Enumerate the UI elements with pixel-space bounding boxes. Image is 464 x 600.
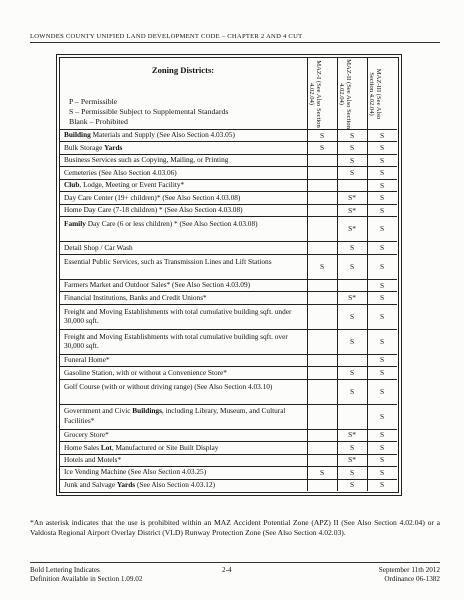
footnote: *An asterisk indicates that the use is prohibited within an MAZ Accident Potential Zone (APZ) II (See Also Section 4.02.04) or a Valdosta Regional Airport Overlay District (VLD) Runway Protection Zone (See Also Section 4.02.03). [30,518,440,538]
permission-mark: S* [348,193,356,203]
permission-mark: S [379,386,385,396]
permission-mark: S [379,480,385,490]
land-use-label: Bulk Storage Yards [64,142,123,152]
permission-mark: S [349,155,355,165]
land-use-label: Essential Public Services, such as Transmission Lines and Lift Stations [64,256,272,266]
permission-mark: S [379,355,385,365]
land-use-label: Financial Institutions, Banks and Credit Unions* [64,292,207,302]
permission-mark: S [349,243,355,253]
permission-mark: S [379,143,385,153]
permission-mark: S [379,261,385,271]
table-row [59,179,397,191]
permission-mark: S* [348,205,356,215]
table-row [59,141,397,153]
land-use-label: Day Care Center (19+ children)* (See Also Section 4.03.08) [64,192,241,202]
permission-mark: S [349,311,355,321]
table-row [59,291,397,303]
permission-mark: S [379,243,385,253]
table-row [59,254,397,279]
permission-mark: S [379,467,385,477]
table-row [59,154,397,166]
table-row [59,304,397,329]
permission-mark: S [379,367,385,377]
defined-term: Club [64,180,80,190]
permission-mark: S [319,261,325,271]
table-row [59,216,397,241]
column-header-maz-iii-text: MAZ-III (See Also Section 4.02.04) [367,68,382,120]
land-use-label: Home Day Care (7-18 children) * (See Also Section 4.03.08) [64,205,243,215]
permission-mark: S [349,386,355,396]
land-use-label: Business Services such as Copying, Mailing, or Printing [64,155,229,165]
defined-term: Yards [104,142,123,152]
permission-mark: S [379,130,385,140]
permission-mark: S* [348,455,356,465]
column-header-maz-i [307,57,337,129]
permission-mark: S [349,367,355,377]
permission-mark: S [349,467,355,477]
table-row [59,241,397,253]
permission-mark: S [319,130,325,140]
legend-prohibited: Blank – Prohibited [69,117,128,126]
land-use-label: Home Sales Lot, Manufactured or Site Built Display [64,442,219,452]
permission-mark: S [349,442,355,452]
land-use-label: Freight and Moving Establishments with total cumulative building sqft. over 30,000 sqft. [64,331,288,351]
legend-permissible: P – Permissible [69,97,118,106]
table-row [59,354,397,366]
permission-mark: S [319,467,325,477]
land-use-label: Detail Shop / Car Wash [64,242,133,252]
land-use-label: Farmers Market and Outdoor Sales* (See Also Section 4.03.09) [64,280,251,290]
land-use-label: Club, Lodge, Meeting or Event Facility* [64,180,185,190]
permission-mark: S [379,293,385,302]
land-use-label: Ice Vending Machine (See Also Section 4.03.25) [64,467,207,477]
column-header-maz-ii [337,57,367,129]
permission-mark: S [379,155,385,165]
permission-mark: S* [348,293,356,302]
land-use-label: Gasoline Station, with or without a Convenience Store* [64,367,227,377]
table-row [59,329,397,354]
column-header-maz-iii [367,57,397,129]
table-row [59,191,397,203]
defined-term: Yards [116,479,136,489]
permission-mark: S [379,168,385,178]
permission-mark: S [379,311,385,321]
land-use-label: Building Materials and Supply (See Also Section 4.03.05) [64,130,235,140]
table-row [59,166,397,178]
permission-mark: S* [348,430,356,440]
land-use-label: Freight and Moving Establishments with total cumulative building sqft. under 30,000 sqft. [64,306,292,326]
footer-definition-note: Definition Available in Section 1.09.02 [30,575,143,583]
table-row [59,429,397,441]
footer-date: September 11th 2012 [378,566,440,574]
table-row [59,479,397,491]
land-use-label: Government and Civic Buildings, including Library, Museum, and Cultural Facilities* [64,406,286,426]
footer-ordinance: Ordinance 06-1382 [384,575,440,583]
table-row [59,366,397,378]
land-use-label: Hotels and Motels* [64,454,122,464]
permission-mark: S [379,430,385,440]
land-use-label: Junk and Salvage Yards (See Also Section 4.03.12) [64,479,216,489]
permission-mark: S [379,280,385,290]
permission-mark: S [379,193,385,203]
table-row [59,279,397,291]
permission-mark: S [349,261,355,271]
table-row [59,129,397,141]
land-use-label: Grocery Store* [64,430,109,440]
permission-mark: S [349,336,355,346]
table-row [59,379,397,404]
table-title: Zoning Districts: [151,65,215,75]
permission-mark: S [379,411,385,421]
permission-mark: S [379,442,385,452]
permission-mark: S [379,180,385,190]
defined-term: Buildings [132,406,162,416]
permission-mark: S [319,143,325,153]
permission-mark: S [379,336,385,346]
column-header-maz-ii-text: MAZ-II (See Also Section 4.02.04) [337,59,352,129]
table-header [59,57,307,129]
table-row [59,454,397,466]
running-header: LOWNDES COUNTY UNIFIED LAND DEVELOPMENT CODE – CHAPTER 2 AND 4 CUT [30,33,303,40]
table-row [59,466,397,478]
table-row [59,204,397,216]
permission-mark: S [349,480,355,490]
permission-mark: S [379,205,385,215]
legend-supplemental: S – Permissible Subject to Supplemental Standards [69,107,229,116]
defined-term: Building [64,130,91,140]
permission-mark: S [379,224,385,234]
header-rule [30,42,440,43]
land-use-label: Family Day Care (6 or less children) * (See Also Section 4.03.08) [64,219,258,229]
footer-rule [30,562,440,563]
table-row [59,441,397,453]
land-use-label: Funeral Home* [64,355,110,365]
permission-mark: S [349,130,355,140]
permission-mark: S [349,168,355,178]
land-use-label: Cemeteries (See Also Section 4.03.06) [64,167,177,177]
footer-bold-note: Bold Lettering Indicates [30,566,100,574]
permission-mark: S [349,143,355,153]
page-number: 2-4 [222,566,232,574]
defined-term: Lot [100,442,112,452]
column-header-maz-i-text: MAZ-I (See Also Section 4.02.04) [307,60,322,128]
permission-mark: S* [348,224,356,234]
table-row [59,404,397,429]
land-use-label: Golf Course (with or without driving range) (See Also Section 4.03.10) [64,381,273,391]
defined-term: Family [64,219,86,229]
permission-mark: S [379,455,385,465]
